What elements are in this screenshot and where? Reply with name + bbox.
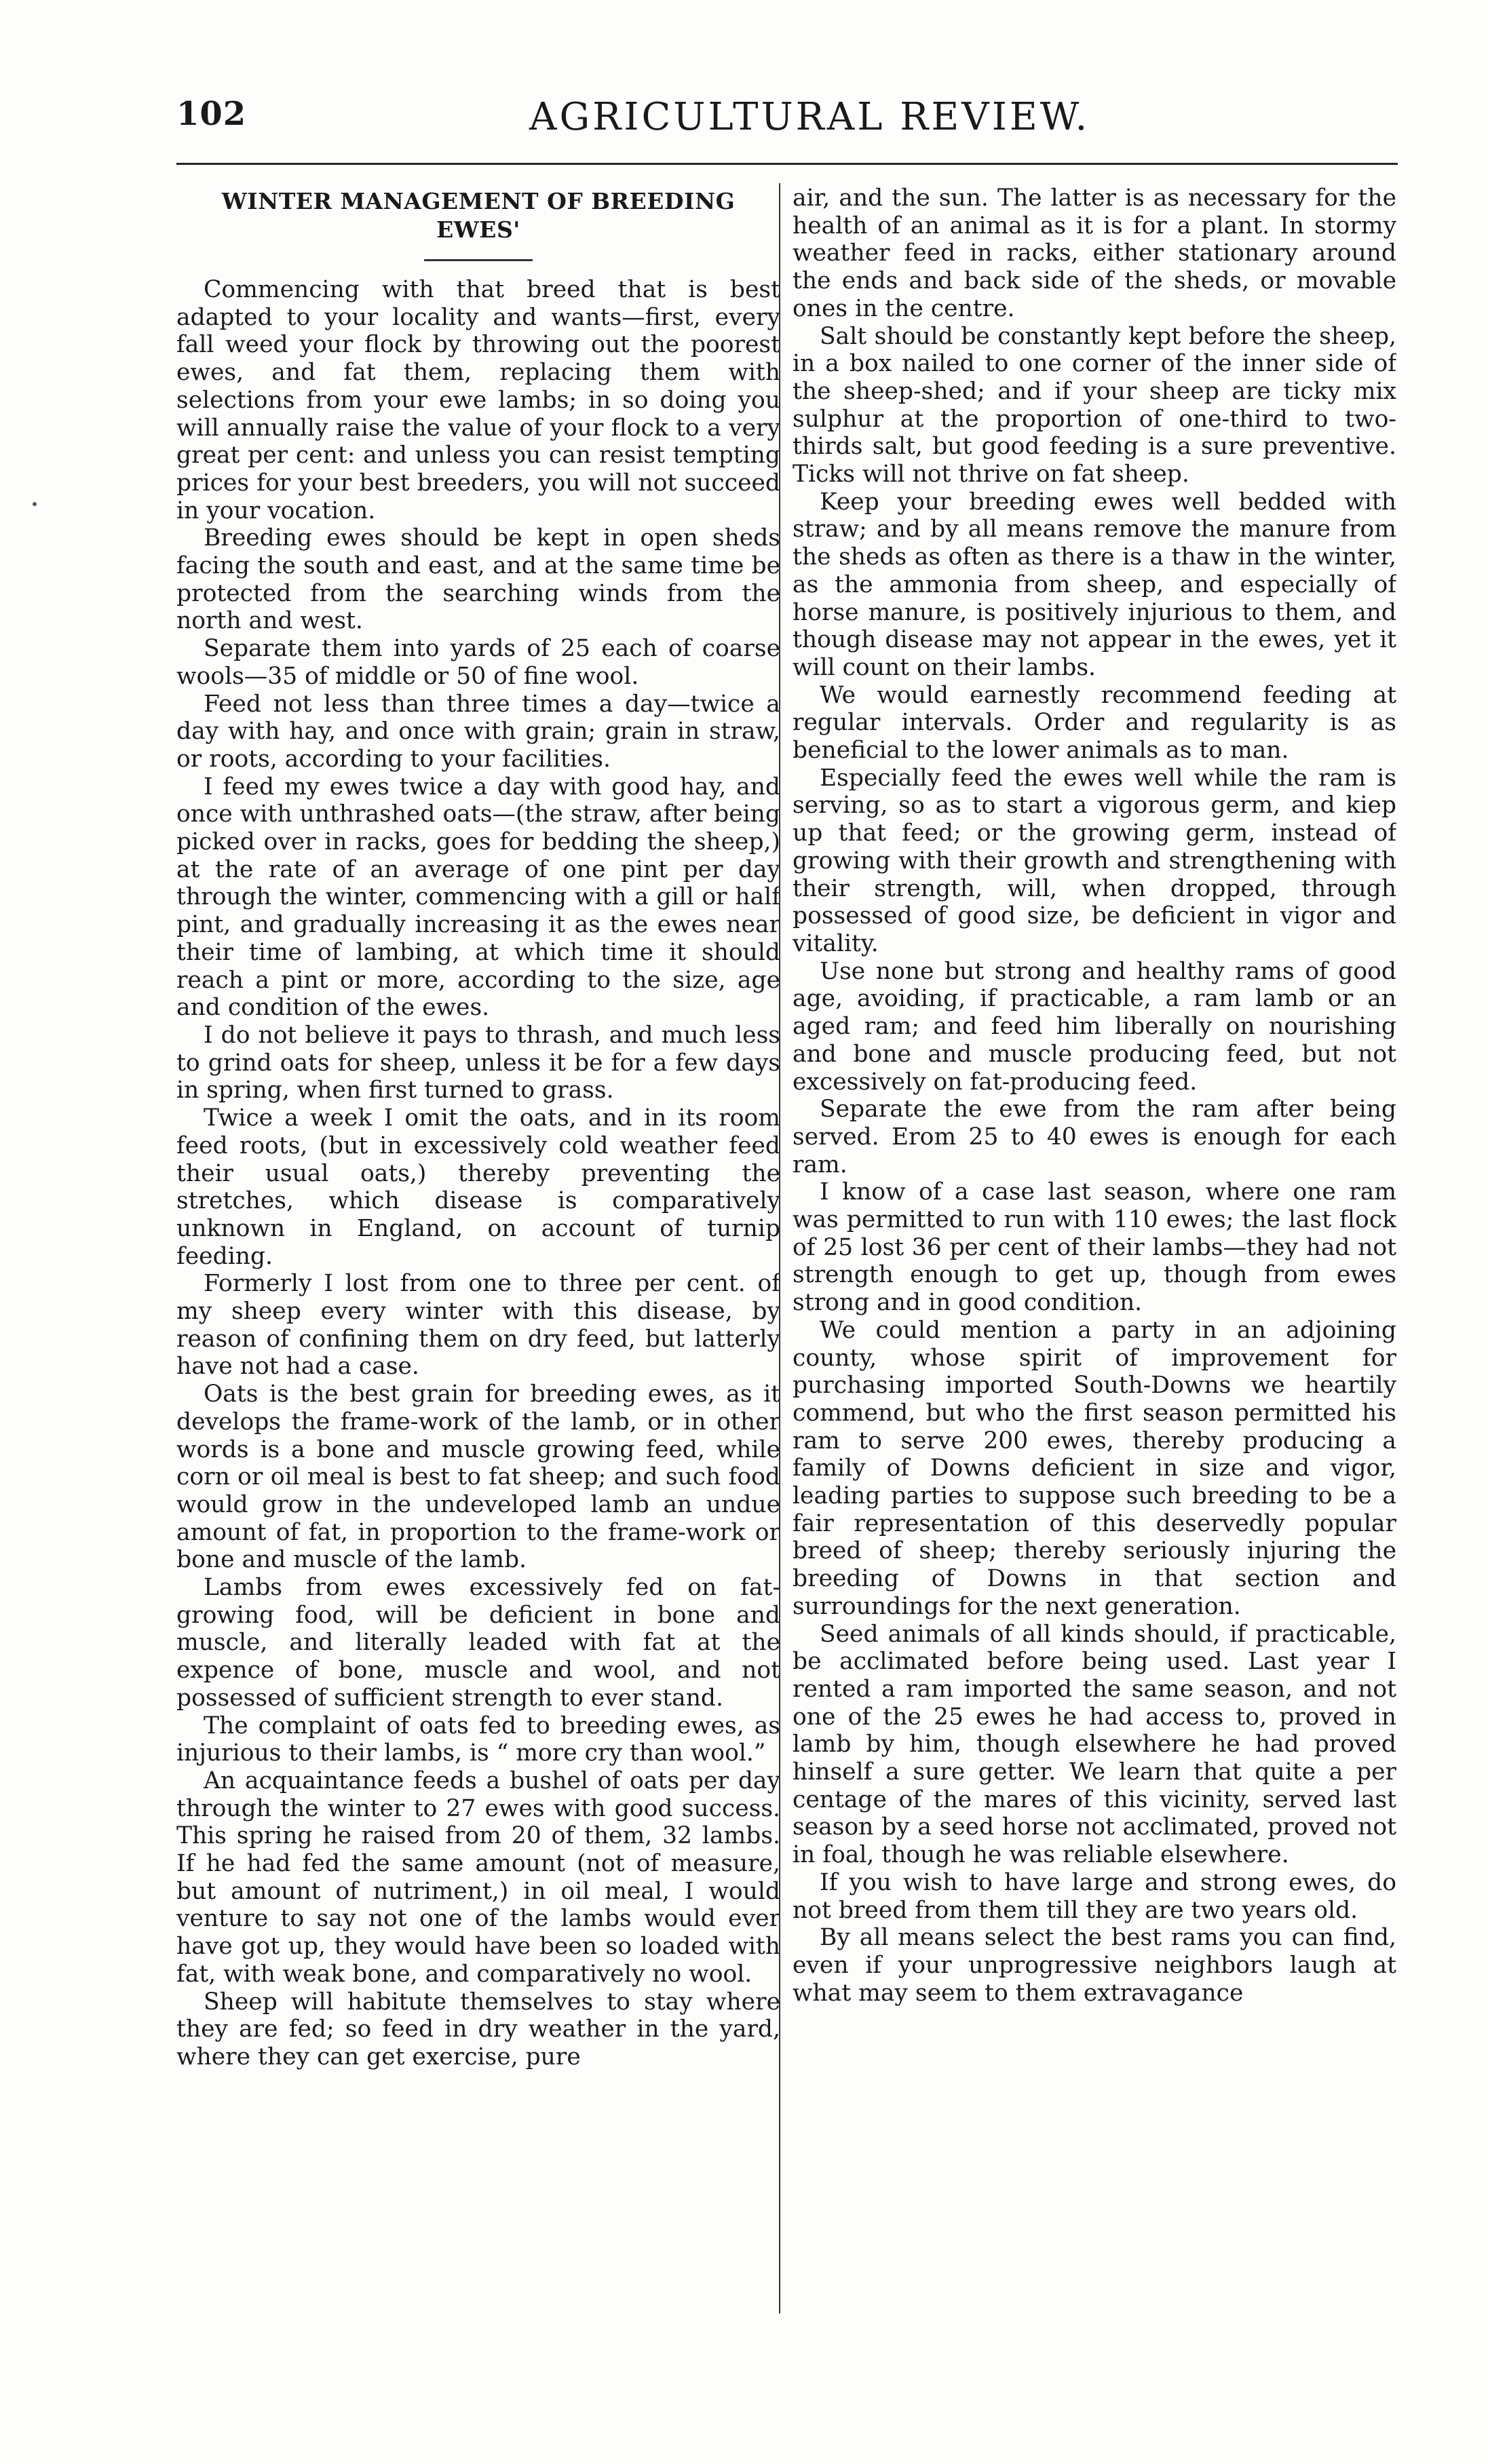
paragraph: Seed animals of all kinds should, if practicable, be acclimated before being used. Last year I rented a ram imported the same season, and not one of the 25 ewes he had access to, proved in lamb by him, though elsewhere he had proved hinself a sure getter. We learn that quite a per centage of the mares of this vicinity, served last season by a seed horse not acclimated, proved not in foal, though he was reliable elsewhere. <box>793 1620 1396 1869</box>
paragraph: I feed my ewes twice a day with good hay, and once with unthrashed oats—(the straw, after being picked over in racks, goes for bedding the sheep,) at the rate of an average of one pint per day through the winter, commencing with a gill or half pint, and gradually increasing it as the ewes near their time of lambing, at which time it should reach a pint or more, according to the size, age and condition of the ewes. <box>176 773 780 1022</box>
paragraph: If you wish to have large and strong ewes, do not breed from them till they are two years old. <box>793 1868 1396 1924</box>
running-title: AGRICULTURAL REVIEW. <box>529 95 1090 139</box>
paragraph: Sheep will habitute themselves to stay where they are fed; so feed in dry weather in the yard, where they can get exercise, pure <box>176 1988 780 2071</box>
margin-mark <box>33 502 37 506</box>
paragraph: We could mention a party in an adjoining county, whose spirit of improvement for purchasing imported South-Downs we heartily commend, but who the first season permitted his ram to serve 200 ewes, thereby producing a family of Downs deficient in size and vigor, leading parties to suppose such breeding to be a fair representation of this deservedly popular breed of sheep; thereby seriously injuring the breeding of Downs in that section and surroundings for the next generation. <box>793 1316 1396 1620</box>
page-number: 102 <box>176 95 247 133</box>
paragraph: An acquaintance feeds a bushel of oats per day through the winter to 27 ewes with good success. This spring he raised from 20 of them, 32 lambs. If he had fed the same amount (not of measure, but amount of nutriment,) in oil meal, I would venture to say not one of the lambs would ever have got up, they would have been so loaded with fat, with weak bone, and comparatively no wool. <box>176 1767 780 1988</box>
page-header <box>176 95 1398 156</box>
right-column <box>793 185 1396 2423</box>
paragraph: I do not believe it pays to thrash, and much less to grind oats for sheep, unless it be for a few days in spring, when first turned to grass. <box>176 1021 780 1104</box>
paragraph: Formerly I lost from one to three per cent. of my sheep every winter with this disease, by reason of confining them on dry feed, but latterly have not had a case. <box>176 1270 780 1381</box>
paragraph: Lambs from ewes excessively fed on fat-growing food, will be deficient in bone and muscle, and literally leaded with fat at the expence of bone, muscle and wool, and not possessed of sufficient strength to ever stand. <box>176 1574 780 1712</box>
paragraph: Keep your breeding ewes well bedded with straw; and by all means remove the manure from the sheds as often as there is a thaw in the winter, as the ammonia from sheep, and especially of horse manure, is positively injurious to them, and though disease may not appear in the ewes, yet it will count on their lambs. <box>793 488 1396 681</box>
paragraph: Separate the ewe from the ram after being served. Erom 25 to 40 ewes is enough for each ram. <box>793 1096 1396 1178</box>
column-divider <box>779 183 780 2313</box>
paragraph: Commencing with that breed that is best adapted to your locality and wants—first, every fall weed your flock by throwing out the poorest ewes, and fat them, replacing them with selections from your ewe lambs; in so doing you will annually raise the value of your flock to a very great per cent: and unless you can resist tempting prices for your best breeders, you will not succeed in your vocation. <box>176 276 780 524</box>
paragraph: Especially feed the ewes well while the ram is serving, so as to start a vigorous germ, and kiep up that feed; or the growing germ, instead of growing with their growth and strengthening with their strength, will, when dropped, through possessed of good size, be deficient in vigor and vitality. <box>793 764 1396 957</box>
article-title: WINTER MANAGEMENT OF BREEDING EWES' <box>221 188 736 243</box>
paragraph: Separate them into yards of 25 each of coarse wools—35 of middle or 50 of fine wool. <box>176 635 780 690</box>
paragraph: Breeding ewes should be kept in open sheds facing the south and east, and at the same time be protected from the searching winds from the north and west. <box>176 524 780 635</box>
paragraph: Feed not less than three times a day—twice a day with hay, and once with grain; grain in straw, or roots, according to your facilities. <box>176 690 780 773</box>
paragraph: Salt should be constantly kept before the sheep, in a box nailed to one corner of the inner side of the sheep-shed; and if your sheep are ticky mix sulphur at the proportion of one-third to two-thirds salt, but good feeding is a sure preventive. Ticks will not thrive on fat sheep. <box>793 322 1396 488</box>
header-rule <box>176 163 1398 165</box>
paragraph: The complaint of oats fed to breeding ewes, as injurious to their lambs, is “ more cry than wool.” <box>176 1712 780 1767</box>
left-column <box>176 183 780 2422</box>
paragraph: Oats is the best grain for breeding ewes, as it develops the frame-work of the lamb, or in other words is a bone and muscle growing feed, while corn or oil meal is best to fat sheep; and such food would grow in the undeveloped lamb an undue amount of fat, in proportion to the frame-work or bone and muscle of the lamb. <box>176 1381 780 1574</box>
paragraph: I know of a case last season, where one ram was permitted to run with 110 ewes; the last flock of 25 lost 36 per cent of their lambs—they had not strength enough to get up, though from ewes strong and in good condition. <box>793 1178 1396 1317</box>
paragraph: We would earnestly recommend feeding at regular intervals. Order and regularity is as beneficial to the lower animals as to man. <box>793 681 1396 765</box>
paragraph-continuation: air, and the sun. The latter is as necessary for the health of an animal as it is for a plant. In stormy weather feed in racks, either stationary around the ends and back side of the sheds, or movable ones in the centre. <box>793 185 1396 322</box>
paragraph: Use none but strong and healthy rams of good age, avoiding, if practicable, a ram lamb or an aged ram; and feed him liberally on nourishing and bone and muscle producing feed, but not excessively on fat-producing feed. <box>793 957 1396 1096</box>
paragraph: By all means select the best rams you can find, even if your unprogressive neighbors laugh at what may seem to them extravagance <box>793 1924 1396 2007</box>
paragraph: Twice a week I omit the oats, and in its room feed roots, (but in excessively cold weather feed their usual oats,) thereby preventing the stretches, which disease is comparatively unknown in England, on account of turnip feeding. <box>176 1104 780 1270</box>
title-rule <box>424 259 533 261</box>
